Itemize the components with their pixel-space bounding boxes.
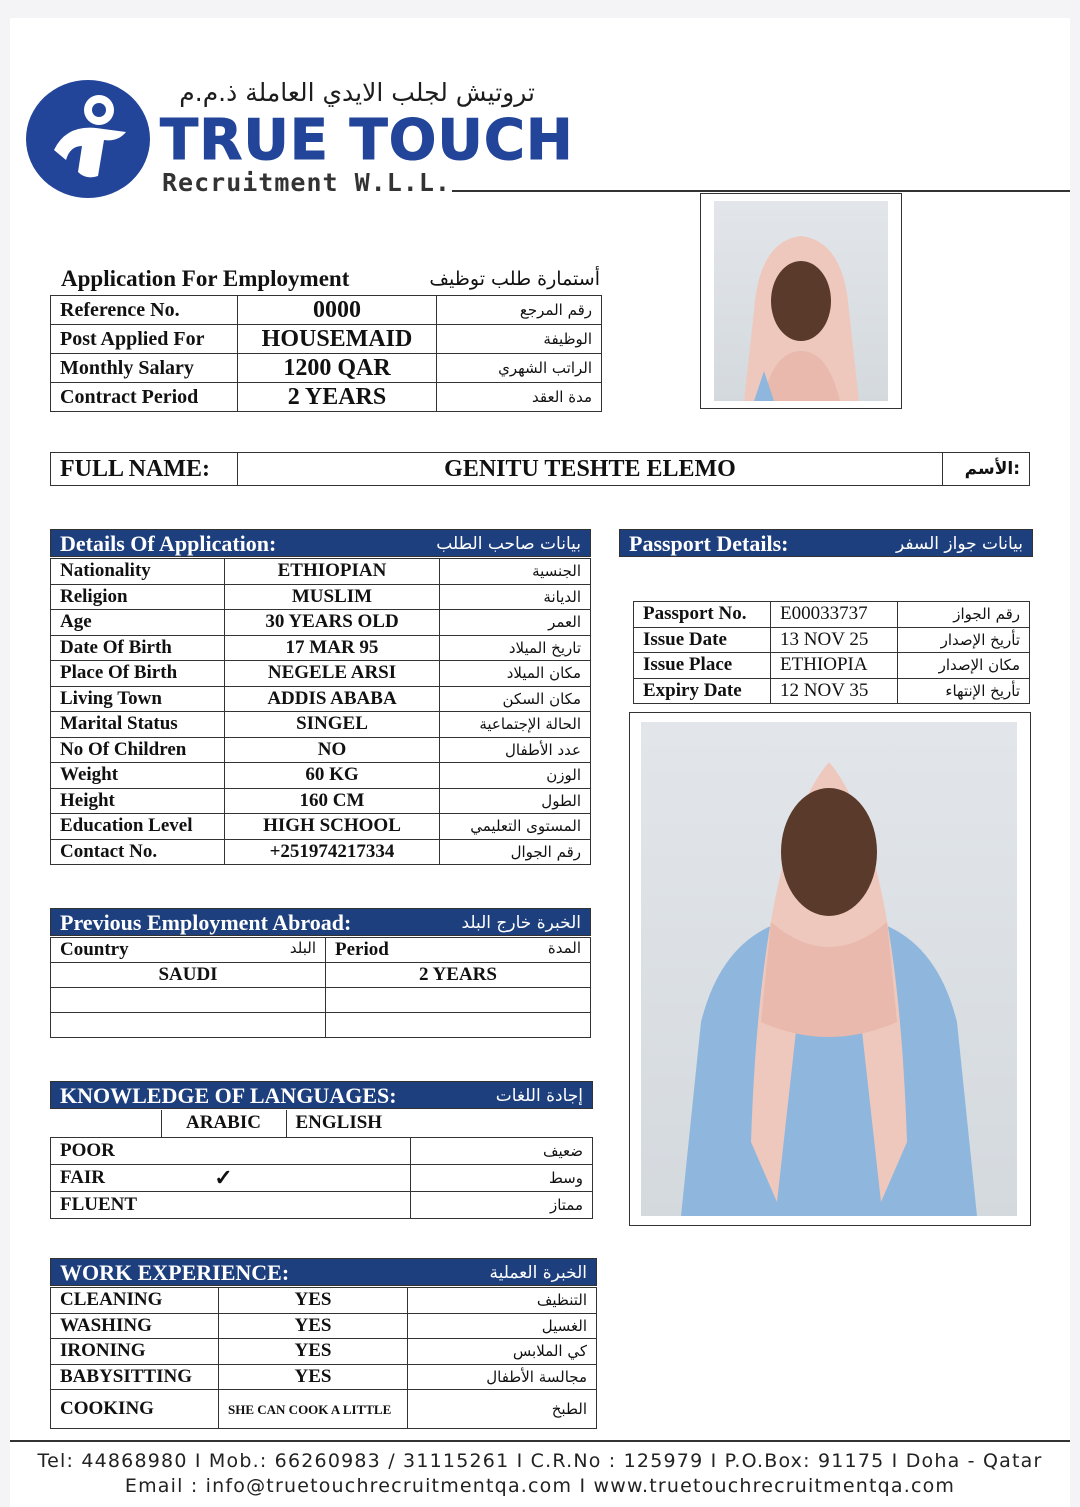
languages-col-arabic: ARABIC <box>161 1110 286 1137</box>
details-row <box>51 584 591 610</box>
languages-row <box>51 1191 593 1218</box>
full-name-label-ar: الأسم: <box>943 453 1030 486</box>
passport-row-value: ETHIOPIA <box>771 653 898 679</box>
passport-row <box>634 602 1030 628</box>
details-row-label-ar: الطول <box>440 788 591 814</box>
form-row-label-ar: رقم المرجع <box>437 296 602 325</box>
work-row-value: YES <box>219 1288 408 1314</box>
previous-title-ar: الخبرة خارج البلد <box>461 913 581 933</box>
languages-header-filler <box>411 1110 593 1137</box>
languages-header-row <box>51 1110 593 1137</box>
applicant-photo-large <box>629 712 1031 1226</box>
footer-email: Email : info@truetouchrecruitmentqa.com I www.truetouchrecruitmentqa.com <box>124 1475 956 1497</box>
application-page <box>10 18 1070 1507</box>
passport-row-label-ar: رقم الجواز <box>898 602 1030 628</box>
details-row-value: SINGEL <box>225 712 440 738</box>
details-row-value: MUSLIM <box>225 584 440 610</box>
details-row-label-ar: رقم الجوال <box>440 839 591 865</box>
details-row-value: 60 KG <box>225 763 440 789</box>
details-row-label: Education Level <box>51 814 225 840</box>
form-title: Application For Employment <box>61 266 350 291</box>
company-arabic-name: تروتيش لجلب الايدي العاملة ذ.م.م <box>179 78 535 107</box>
form-row-label: Monthly Salary <box>51 354 238 383</box>
details-row-label-ar: العمر <box>440 610 591 636</box>
form-row-label: Reference No. <box>51 296 238 325</box>
details-row-label: Religion <box>51 584 225 610</box>
company-subtitle: Recruitment W.L.L. <box>162 168 451 197</box>
passport-row-value: 12 NOV 35 <box>771 678 898 704</box>
details-row-value: 160 CM <box>225 788 440 814</box>
work-row <box>51 1364 597 1390</box>
details-row <box>51 839 591 865</box>
work-title-ar: الخبرة العملية <box>489 1263 587 1283</box>
details-row-label-ar: المستوى التعليمي <box>440 814 591 840</box>
work-row-label-ar: مجالسة الأطفال <box>408 1364 597 1390</box>
work-row-value: YES <box>219 1339 408 1365</box>
work-row-label: IRONING <box>51 1339 219 1365</box>
languages-table <box>50 1110 593 1219</box>
form-row-label-ar: الوظيفة <box>437 325 602 354</box>
details-row <box>51 686 591 712</box>
passport-row <box>634 653 1030 679</box>
details-row-label: Date Of Birth <box>51 635 225 661</box>
details-title-ar: بيانات صاحب الطلب <box>436 534 581 554</box>
passport-table <box>633 601 1030 704</box>
work-row <box>51 1313 597 1339</box>
languages-header-blank <box>51 1110 162 1137</box>
work-row-label: COOKING <box>51 1390 219 1429</box>
passport-row-label: Issue Place <box>634 653 771 679</box>
full-name-value: GENITU TESHTE ELEMO <box>238 453 943 486</box>
passport-row <box>634 678 1030 704</box>
passport-row-value: E00033737 <box>771 602 898 628</box>
previous-header <box>50 908 591 936</box>
passport-row-label-ar: مكان الإصدار <box>898 653 1030 679</box>
previous-table <box>50 937 591 1038</box>
details-row-value: 30 YEARS OLD <box>225 610 440 636</box>
work-row <box>51 1339 597 1365</box>
previous-row-country <box>51 1013 326 1038</box>
full-name-table <box>50 452 1030 486</box>
languages-row-english <box>286 1137 411 1164</box>
company-name: TRUE TOUCH <box>160 108 574 173</box>
languages-title: KNOWLEDGE OF LANGUAGES: <box>60 1083 397 1108</box>
passport-title-ar: بيانات جواز السفر <box>895 534 1023 554</box>
previous-country-label: Country <box>60 939 129 960</box>
details-row <box>51 788 591 814</box>
form-row-label-ar: مدة العقد <box>437 383 602 412</box>
languages-row-arabic: ✓ <box>161 1164 286 1191</box>
previous-row-country: SAUDI <box>51 963 326 988</box>
details-row-label-ar: الديانة <box>440 584 591 610</box>
details-title: Details Of Application: <box>60 531 277 556</box>
passport-row-label-ar: تأريخ الإصدار <box>898 627 1030 653</box>
previous-row <box>51 988 591 1013</box>
details-row-label: Marital Status <box>51 712 225 738</box>
languages-col-english: ENGLISH <box>286 1110 411 1137</box>
work-header <box>50 1258 597 1286</box>
details-header <box>50 529 591 557</box>
details-row-value: ETHIOPIAN <box>225 559 440 585</box>
form-row-value: 1200 QAR <box>238 354 437 383</box>
details-row <box>51 661 591 687</box>
languages-row <box>51 1137 593 1164</box>
details-row-value: HIGH SCHOOL <box>225 814 440 840</box>
footer-contact: Tel: 44868980 I Mob.: 66260983 / 31115261 I C.R.No : 125979 I P.O.Box: 91175 I Doha - Qatar <box>37 1450 1043 1472</box>
footer-divider <box>10 1440 1070 1442</box>
details-row-label: Contact No. <box>51 839 225 865</box>
form-row <box>51 296 602 325</box>
form-row-value: HOUSEMAID <box>238 325 437 354</box>
details-row-label-ar: مكان السكن <box>440 686 591 712</box>
passport-row-label-ar: تأريخ الإنتهاء <box>898 678 1030 704</box>
form-row <box>51 354 602 383</box>
previous-row-period: 2 YEARS <box>326 963 591 988</box>
previous-header-row <box>51 938 591 963</box>
languages-row-arabic <box>161 1191 286 1218</box>
full-name-label: FULL NAME: <box>51 453 238 486</box>
work-title: WORK EXPERIENCE: <box>60 1260 290 1285</box>
form-row-label: Post Applied For <box>51 325 238 354</box>
details-row-label-ar: الجنسية <box>440 559 591 585</box>
details-row <box>51 635 591 661</box>
previous-row <box>51 1013 591 1038</box>
previous-row <box>51 963 591 988</box>
work-table <box>50 1287 597 1429</box>
previous-title: Previous Employment Abroad: <box>60 910 352 935</box>
form-row <box>51 325 602 354</box>
details-row-label: Weight <box>51 763 225 789</box>
header-divider <box>452 190 1070 192</box>
languages-row-label: FAIR <box>51 1164 162 1191</box>
languages-row-label: POOR <box>51 1137 162 1164</box>
work-row-value: SHE CAN COOK A LITTLE <box>219 1390 408 1429</box>
previous-row-period <box>326 988 591 1013</box>
details-row-label-ar: عدد الأطفال <box>440 737 591 763</box>
work-row-value: YES <box>219 1364 408 1390</box>
languages-row-label-ar: وسط <box>411 1164 593 1191</box>
details-row <box>51 763 591 789</box>
details-row-value: NO <box>225 737 440 763</box>
languages-row-label-ar: ضعيف <box>411 1137 593 1164</box>
form-table <box>50 295 602 412</box>
applicant-photo-small <box>700 193 902 409</box>
details-row-label-ar: الوزن <box>440 763 591 789</box>
form-row-value: 0000 <box>238 296 437 325</box>
form-row <box>51 383 602 412</box>
details-row <box>51 559 591 585</box>
previous-period-header <box>326 938 591 963</box>
work-row-label-ar: كي الملابس <box>408 1339 597 1365</box>
passport-title: Passport Details: <box>629 531 789 556</box>
languages-header <box>50 1081 593 1109</box>
details-row-label: Nationality <box>51 559 225 585</box>
details-row <box>51 712 591 738</box>
details-row-label: Age <box>51 610 225 636</box>
company-logo-icon <box>26 80 150 198</box>
form-row-label-ar: الراتب الشهري <box>437 354 602 383</box>
work-row-label: CLEANING <box>51 1288 219 1314</box>
work-row-label-ar: الغسيل <box>408 1313 597 1339</box>
details-row-label-ar: مكان الميلاد <box>440 661 591 687</box>
previous-row-country <box>51 988 326 1013</box>
details-row-label: Height <box>51 788 225 814</box>
work-row-value: YES <box>219 1313 408 1339</box>
previous-country-header <box>51 938 326 963</box>
form-row-value: 2 YEARS <box>238 383 437 412</box>
details-row-label: No Of Children <box>51 737 225 763</box>
passport-row-value: 13 NOV 25 <box>771 627 898 653</box>
previous-period-label-ar: المدة <box>547 939 581 957</box>
languages-title-ar: إجادة اللغات <box>495 1086 583 1106</box>
details-table <box>50 558 591 865</box>
previous-row-period <box>326 1013 591 1038</box>
details-row-value: +251974217334 <box>225 839 440 865</box>
details-row <box>51 814 591 840</box>
work-row-label-ar: الطبخ <box>408 1390 597 1429</box>
details-row <box>51 610 591 636</box>
languages-row-arabic <box>161 1137 286 1164</box>
passport-header <box>619 529 1033 557</box>
work-row <box>51 1288 597 1314</box>
languages-row <box>51 1164 593 1191</box>
languages-row-english <box>286 1191 411 1218</box>
languages-row-label: FLUENT <box>51 1191 162 1218</box>
work-row-label: BABYSITTING <box>51 1364 219 1390</box>
languages-row-english <box>286 1164 411 1191</box>
previous-country-label-ar: البلد <box>289 939 316 957</box>
details-row-label: Living Town <box>51 686 225 712</box>
passport-row-label: Expiry Date <box>634 678 771 704</box>
details-row-label: Place Of Birth <box>51 661 225 687</box>
languages-row-label-ar: ممتاز <box>411 1191 593 1218</box>
details-row-value: ADDIS ABABA <box>225 686 440 712</box>
form-row-label: Contract Period <box>51 383 238 412</box>
details-row-label-ar: تاريخ الميلاد <box>440 635 591 661</box>
work-row-label-ar: التنظيف <box>408 1288 597 1314</box>
work-row <box>51 1390 597 1429</box>
details-row-label-ar: الحالة الإجتماعية <box>440 712 591 738</box>
passport-row-label: Passport No. <box>634 602 771 628</box>
passport-row-label: Issue Date <box>634 627 771 653</box>
details-row-value: 17 MAR 95 <box>225 635 440 661</box>
form-title-ar: أستمارة طلب توظيف <box>429 268 600 290</box>
work-row-label: WASHING <box>51 1313 219 1339</box>
details-row-value: NEGELE ARSI <box>225 661 440 687</box>
previous-period-label: Period <box>335 939 389 960</box>
passport-row <box>634 627 1030 653</box>
details-row <box>51 737 591 763</box>
